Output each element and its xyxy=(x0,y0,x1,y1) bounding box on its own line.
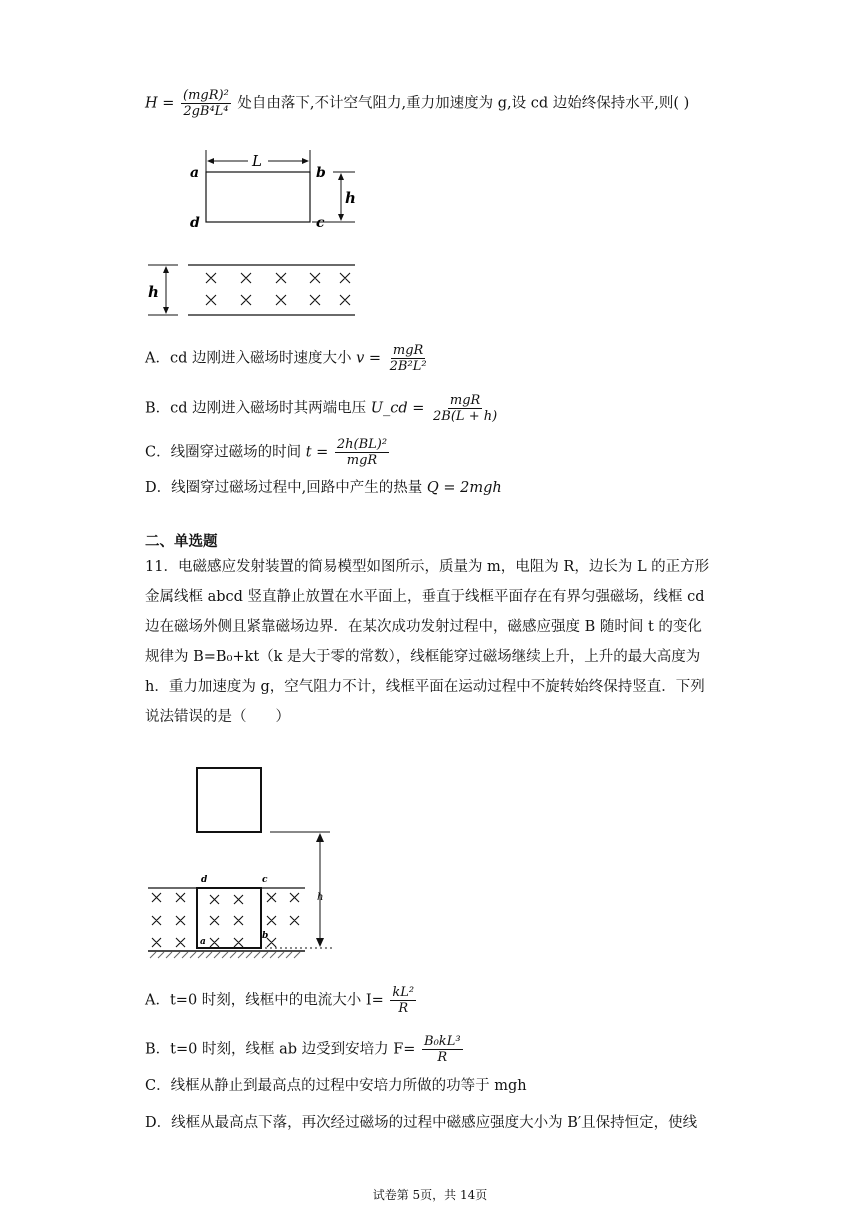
q10-option-a-frac xyxy=(388,343,429,374)
q10-fig-h2: h xyxy=(148,283,159,301)
q10-stem-num: (mgR)² xyxy=(183,88,229,103)
q10-option-d-text: D．线圈穿过磁场过程中,回路中产生的热量 xyxy=(145,480,423,496)
q11-fig-b: b xyxy=(262,931,269,941)
q10-figure xyxy=(140,145,370,325)
q10-option-a-num: mgR xyxy=(392,343,424,358)
q11-option-d: D．线框从最高点下落，再次经过磁场的过程中磁感应强度大小为 B′且保持恒定，使线 xyxy=(145,1115,698,1131)
q10-fig-d: d xyxy=(190,215,200,231)
q10-option-c xyxy=(145,437,391,468)
q10-fig-a: a xyxy=(190,165,200,181)
q11-fig-c: c xyxy=(262,875,268,885)
q10-fig-c: c xyxy=(316,215,325,231)
q11-option-a-text: A．t=0 时刻，线框中的电流大小 I= xyxy=(145,992,384,1009)
q11-figure xyxy=(140,760,350,970)
q11-ground-hatching xyxy=(150,952,300,958)
q10-stem-fraction xyxy=(181,88,231,119)
q10-option-c-var: t = xyxy=(305,444,329,461)
q10-fig-h1: h xyxy=(345,189,356,207)
q10-fig-L: L xyxy=(252,152,262,170)
q10-field-crosses xyxy=(206,273,350,305)
q10-option-c-frac xyxy=(335,437,389,468)
q11-option-a-frac xyxy=(390,985,416,1016)
q11-fig-d: d xyxy=(201,875,208,885)
q10-stem xyxy=(145,88,689,119)
q10-option-a xyxy=(145,343,431,374)
q10-option-a-var: v = xyxy=(356,350,382,367)
q11-option-a xyxy=(145,985,418,1016)
q10-option-c-text: C．线圈穿过磁场的时间 xyxy=(145,444,302,461)
q10-option-b-den: 2B(L + h) xyxy=(433,409,498,424)
q10-fig-b: b xyxy=(316,165,326,181)
q10-option-b-var: U_cd = xyxy=(370,400,425,417)
q10-option-b xyxy=(145,393,501,424)
page-footer: 试卷第 5页，共 14页 xyxy=(372,1188,488,1202)
q10-stem-rest: 处自由落下,不计空气阻力,重力加速度为 g,设 cd 边始终保持水平,则( ) xyxy=(237,95,690,112)
q10-option-b-num: mgR xyxy=(449,393,481,408)
section-heading: 二、单选题 xyxy=(145,533,218,550)
q10-option-b-frac xyxy=(431,393,499,424)
q10-option-d xyxy=(145,478,502,498)
q10-option-a-den: 2B²L² xyxy=(389,359,427,374)
q11-fig-h: h xyxy=(317,892,324,903)
q10-stem-den: 2gB⁴L⁴ xyxy=(183,104,229,119)
q10-option-a-text: A．cd 边刚进入磁场时速度大小 xyxy=(145,350,352,367)
q10-option-c-num: 2h(BL)² xyxy=(336,437,388,452)
q11-option-c: C．线框从静止到最高点的过程中安培力所做的功等于 mgh xyxy=(145,1078,527,1094)
q11-option-a-den: R xyxy=(398,1001,409,1016)
q10-option-d-math: Q = 2mgh xyxy=(426,480,502,496)
q11-option-b xyxy=(145,1034,465,1065)
q11-option-b-num: B₀kL³ xyxy=(424,1034,461,1049)
q11-option-b-den: R xyxy=(437,1050,448,1065)
q10-option-b-text: B．cd 边刚进入磁场时其两端电压 xyxy=(145,400,367,417)
q11-option-a-num: kL² xyxy=(392,985,415,1000)
q11-option-b-frac xyxy=(422,1034,463,1065)
q10-option-c-den: mgR xyxy=(346,453,378,468)
q11-stem: 11．电磁感应发射装置的简易模型如图所示，质量为 m，电阻为 R，边长为 L 的正方形金属线框 abcd 竖直静止放置在水平面上，垂直于线框平面存在有界匀强磁场，线框 cd 边在磁场外侧且紧靠磁场边界．在某次成功发射过程中，磁感应强度 B 随时间 t 的变化规律为 B=B₀+kt（k 是大于零的常数），线框能穿过磁场继续上升，上升的最大高度为 h．重力加速度为 g，空气阻力不计，线框平面在运动过程中不旋转始终保持竖直．下列说法错误的是（ ） xyxy=(145,559,710,725)
q10-stem-H: H = xyxy=(145,95,175,112)
q11-fig-a: a xyxy=(200,937,206,947)
q11-option-b-text: B．t=0 时刻，线框 ab 边受到安培力 F= xyxy=(145,1041,416,1058)
q11-field-crosses xyxy=(152,893,299,947)
